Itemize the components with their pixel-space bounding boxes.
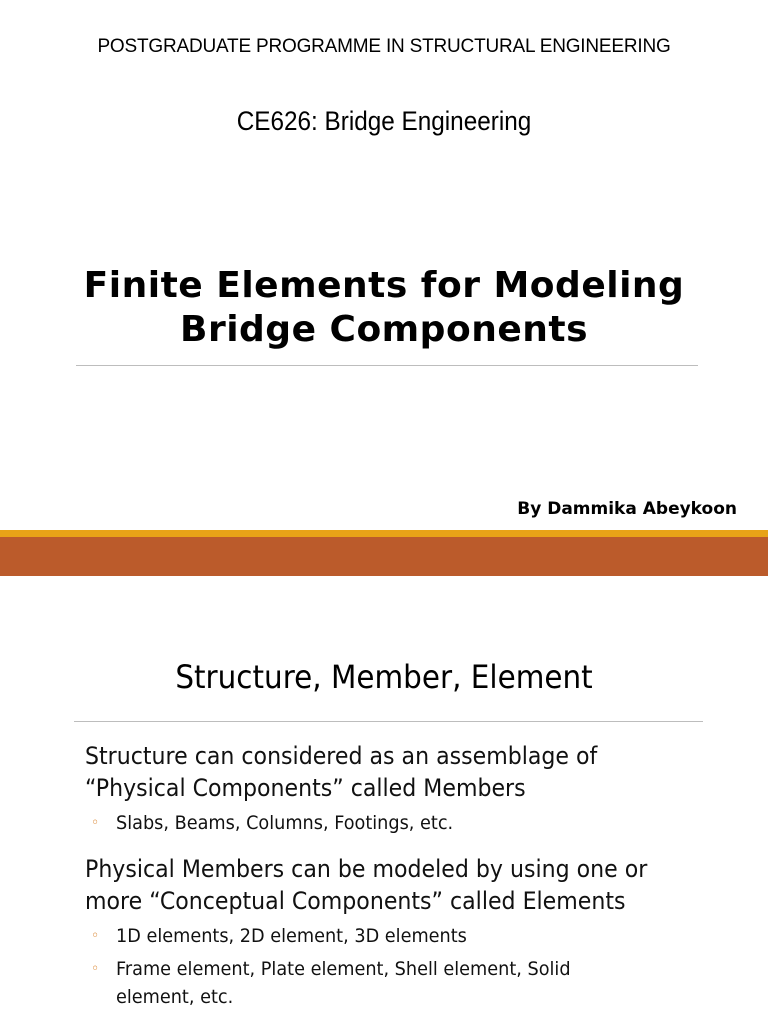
content-title-divider <box>74 721 703 722</box>
slide-title-line-1: Finite Elements for Modeling <box>83 265 685 306</box>
paragraph-1-subitem: Slabs, Beams, Columns, Footings, etc. <box>116 812 454 834</box>
content-slide-title: Structure, Member, Element <box>175 658 593 696</box>
slide-title-line-2: Bridge Components <box>180 309 588 350</box>
accent-band-thin <box>0 530 768 537</box>
paragraph-1-line-1: Structure can considered as an assemblage of <box>85 742 598 770</box>
bullet-icon: ◦ <box>91 928 100 944</box>
paragraph-2-subitem-2-line-1: Frame element, Plate element, Shell element, Solid <box>116 958 571 980</box>
paragraph-1-line-2: “Physical Components” called Members <box>85 774 526 802</box>
paragraph-2-subitem-2-line-2: element, etc. <box>116 986 234 1008</box>
bullet-icon: ◦ <box>91 961 100 977</box>
author-label: By Dammika Abeykoon <box>517 499 737 519</box>
accent-band-thick <box>0 537 768 576</box>
slide-title <box>20 264 748 352</box>
bullet-icon: ◦ <box>91 815 100 831</box>
programme-heading: POSTGRADUATE PROGRAMME IN STRUCTURAL ENGINEERING <box>97 36 671 57</box>
paragraph-2-line-2: more “Conceptual Components” called Elements <box>85 887 626 915</box>
paragraph-2-subitem-1: 1D elements, 2D element, 3D elements <box>116 925 467 947</box>
course-heading: CE626: Bridge Engineering <box>236 106 532 136</box>
paragraph-2-line-1: Physical Members can be modeled by using one or <box>85 855 648 883</box>
content-slide <box>0 576 768 1024</box>
title-divider <box>76 365 698 366</box>
